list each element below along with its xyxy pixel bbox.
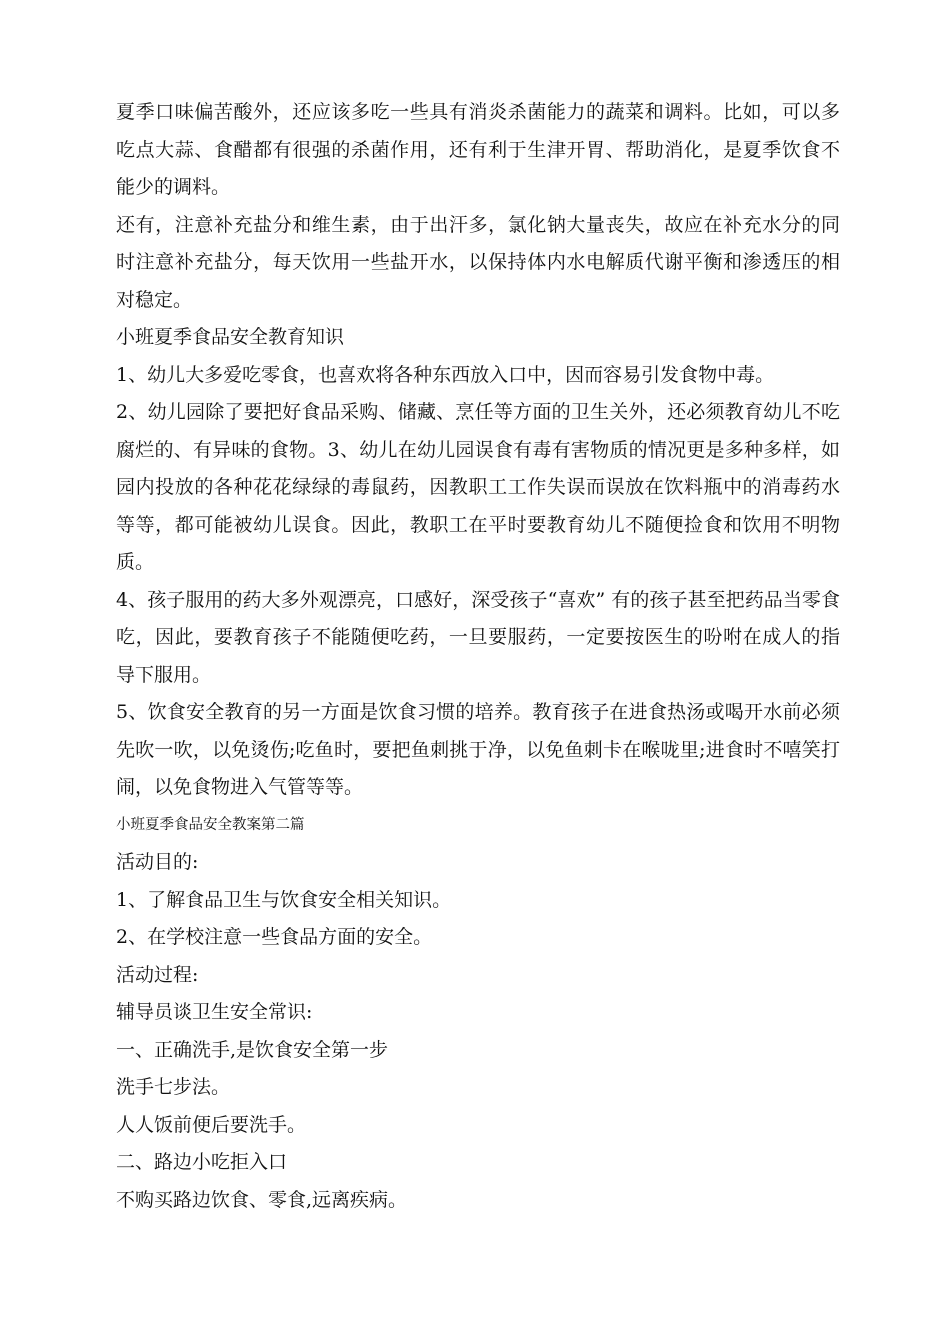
paragraph [116,582,840,695]
paragraph [116,1107,840,1145]
text-line: 还有，注意补充盐分和维生素，由于出汗多，氯化钠大量丧失，故应在补充水分的同 [116,213,840,236]
text-line: 一、正确洗手,是饮食安全第一步 [116,1038,389,1061]
text-line: 4、孩子服用的药大多外观漂亮，口感好，深受孩子“喜欢” 有的孩子甚至把药品当零食 [116,588,840,611]
paragraph [116,319,840,357]
paragraph [116,1144,840,1182]
text-line: 小班夏季食品安全教育知识 [116,326,345,348]
text-line: 不购买路边饮食、零食,远离疾病。 [116,1188,408,1211]
paragraph [116,844,840,882]
text-line: 活动过程: [116,963,199,986]
paragraph [116,994,840,1032]
paragraph [116,394,840,582]
paragraph [116,1182,840,1220]
paragraph [116,882,840,920]
text-line: 腐烂的、有异味的食物。3、幼儿在幼儿园误食有毒有害物质的情况更是多种多样，如 [116,438,840,461]
text-line: 1、幼儿大多爱吃零食，也喜欢将各种东西放入口中，因而容易引发食物中毒。 [116,363,775,386]
text-line: 辅导员谈卫生安全常识: [116,1001,313,1023]
paragraph [116,957,840,995]
text-line: 小班夏季食品安全教案第二篇 [116,816,305,833]
text-line: 洗手七步法。 [116,1076,231,1098]
text-line: 5、饮食安全教育的另一方面是饮食习惯的培养。教育孩子在进食热汤或喝开水前必须 [116,701,840,723]
paragraph [116,94,840,207]
text-line: 活动目的: [116,851,199,873]
text-line: 二、路边小吃拒入口 [116,1151,288,1173]
text-line: 时注意补充盐分，每天饮用一些盐开水，以保持体内水电解质代谢平衡和渗透压的相 [116,251,840,273]
paragraph [116,207,840,320]
text-line: 人人饭前便后要洗手。 [116,1113,307,1136]
document-body [116,94,840,1219]
text-line: 能少的调料。 [116,176,231,198]
text-line: 先吹一吹，以免烫伤;吃鱼时，要把鱼刺挑于净，以免鱼刺卡在喉咙里;进食时不嘻笑打 [116,738,840,761]
paragraph [116,1032,840,1070]
paragraph [116,1069,840,1107]
text-line: 吃，因此，要教育孩子不能随便吃药，一旦要服药，一定要按医生的吩咐在成人的指 [116,626,840,648]
section-heading [116,807,840,845]
text-line: 2、幼儿园除了要把好食品采购、储藏、烹任等方面的卫生关外，还必须教育幼儿不吃 [116,401,840,423]
text-line: 导下服用。 [116,663,212,686]
text-line: 对稳定。 [116,288,193,311]
paragraph [116,919,840,957]
text-line: 闹，以免食物进入气管等等。 [116,776,364,798]
text-line: 吃点大蒜、食醋都有很强的杀菌作用，还有利于生津开胃、帮助消化，是夏季饮食不 [116,138,840,161]
paragraph [116,694,840,807]
paragraph [116,357,840,395]
text-line: 等等，都可能被幼儿误食。因此，教职工在平时要教育幼儿不随便捡食和饮用不明物 [116,513,840,536]
text-line: 质。 [116,551,155,573]
text-line: 1、了解食品卫生与饮食安全相关知识。 [116,888,452,911]
text-line: 2、在学校注意一些食品方面的安全。 [116,926,433,948]
text-line: 园内投放的各种花花绿绿的毒鼠药，因教职工工作失误而误放在饮料瓶中的消毒药水 [116,476,840,498]
text-line: 夏季口味偏苦酸外，还应该多吃一些具有消炎杀菌能力的蔬菜和调料。比如，可以多 [116,101,840,123]
